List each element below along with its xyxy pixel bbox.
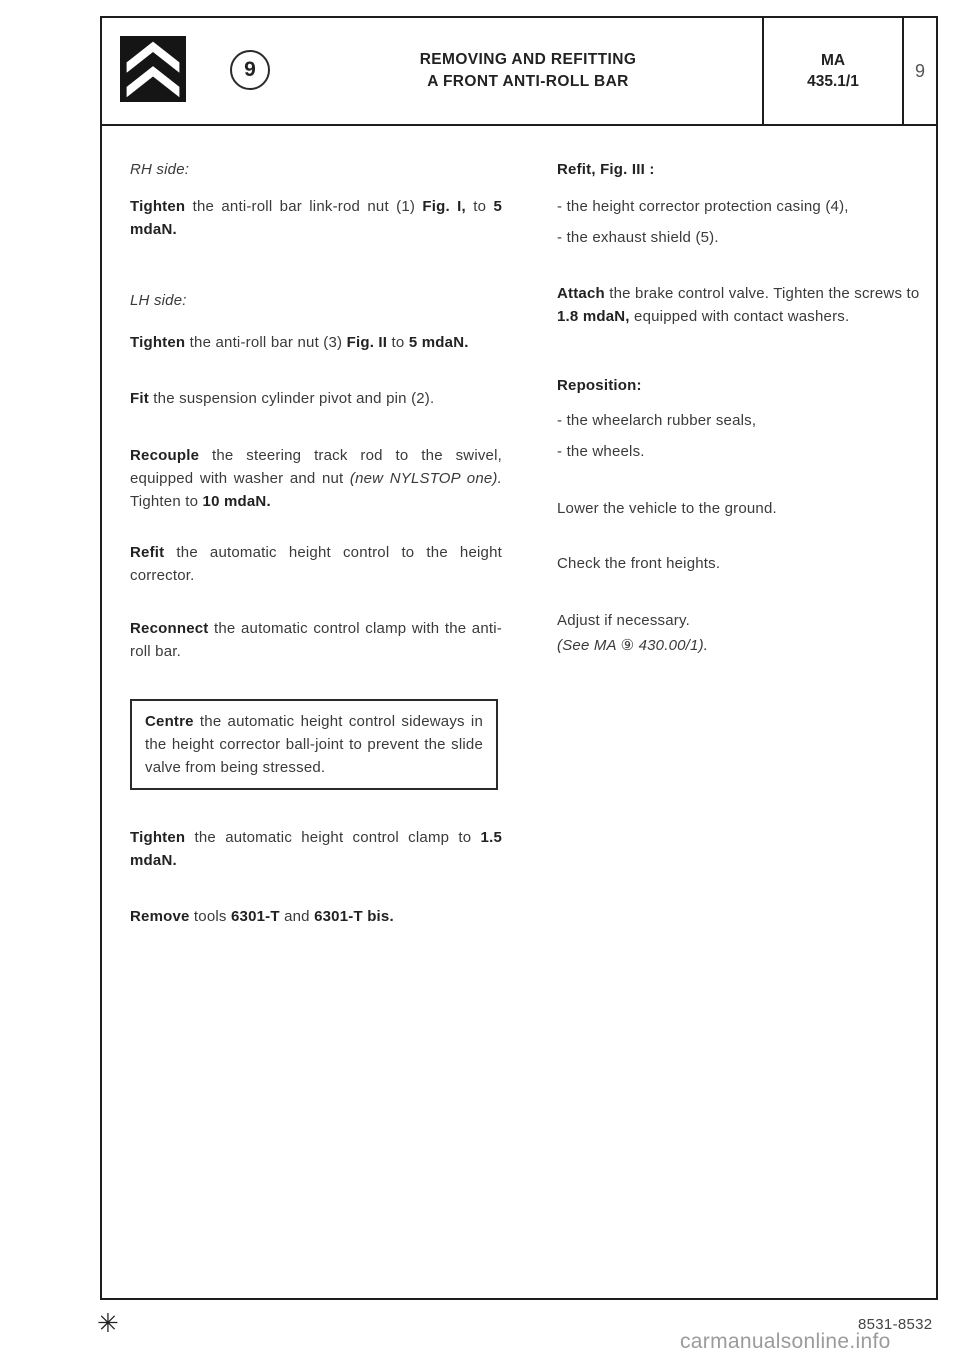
list-item-casing: - the height corrector protection casing (4), [557, 198, 849, 215]
page-content [102, 126, 936, 1302]
section-number-badge [230, 50, 270, 90]
reference-number: 435.1/1 [807, 72, 859, 90]
title-line-1: REMOVING AND REFITTING [419, 51, 637, 68]
reposition-label: Reposition: [557, 377, 642, 394]
paragraph-see-reference: (See MA ⑨ 430.00/1). [557, 637, 709, 654]
paragraph-fit-suspension: Fit the suspension cylinder pivot and pin (2). [130, 390, 435, 407]
document-number: 8531-8532 [858, 1316, 933, 1333]
paragraph-check-heights: Check the front heights. [557, 555, 721, 572]
page-header [102, 18, 936, 126]
right-column [557, 158, 931, 657]
list-item-exhaust: - the exhaust shield (5). [557, 229, 719, 246]
list-item-wheels: - the wheels. [557, 443, 645, 460]
header-reference-cell [762, 18, 902, 124]
paragraph-tighten-link-rod: Tighten the anti-roll bar link-rod nut (1) Fig. I, to 5 mdaN. [130, 198, 502, 238]
header-title [294, 18, 762, 124]
paragraph-recouple-track-rod: Recouple the steering track rod to the swivel, equipped with washer and nut (new NYLSTOP one). Tighten to 10 mdaN. [130, 447, 502, 510]
rh-side-label: RH side: [130, 161, 190, 178]
header-page-number-cell [902, 18, 936, 124]
manual-page-frame [100, 16, 938, 1300]
paragraph-refit-height-control: Refit the automatic height control to the height corrector. [130, 544, 502, 584]
reference-code: MA [820, 51, 846, 69]
watermark-text: carmanualsonline.info [680, 1330, 891, 1353]
paragraph-reconnect-clamp: Reconnect the automatic control clamp with the anti-roll bar. [130, 620, 502, 660]
paragraph-tighten-bar-nut: Tighten the anti-roll bar nut (3) Fig. II to 5 mdaN. [130, 334, 469, 351]
paragraph-attach-brake-valve: Attach the brake control valve. Tighten the screws to 1.8 mdaN, equipped with contact washers. [557, 285, 920, 325]
centre-note-box [130, 699, 498, 790]
left-column [130, 158, 502, 928]
header-logo-cell [102, 18, 294, 124]
paragraph-remove-tools: Remove tools 6301-T and 6301-T bis. [130, 908, 394, 925]
title-line-2: A FRONT ANTI-ROLL BAR [427, 73, 629, 90]
paragraph-adjust: Adjust if necessary. [557, 612, 690, 629]
citroen-double-chevron-icon [120, 34, 186, 104]
section-number: 9 [244, 58, 256, 81]
paragraph-tighten-clamp: Tighten the automatic height control clamp to 1.5 mdaN. [130, 829, 502, 869]
paragraph-centre-note: Centre the automatic height control sideways in the height corrector ball-joint to prevent the slide valve from being stressed. [145, 713, 483, 776]
page-number: 9 [914, 60, 925, 81]
refit-fig-3-label: Refit, Fig. III : [557, 161, 655, 178]
list-item-seals: - the wheelarch rubber seals, [557, 412, 757, 429]
lh-side-label: LH side: [130, 292, 187, 309]
paragraph-lower-vehicle: Lower the vehicle to the ground. [557, 500, 777, 517]
asterisk-mark-icon: ✳ [97, 1308, 119, 1338]
